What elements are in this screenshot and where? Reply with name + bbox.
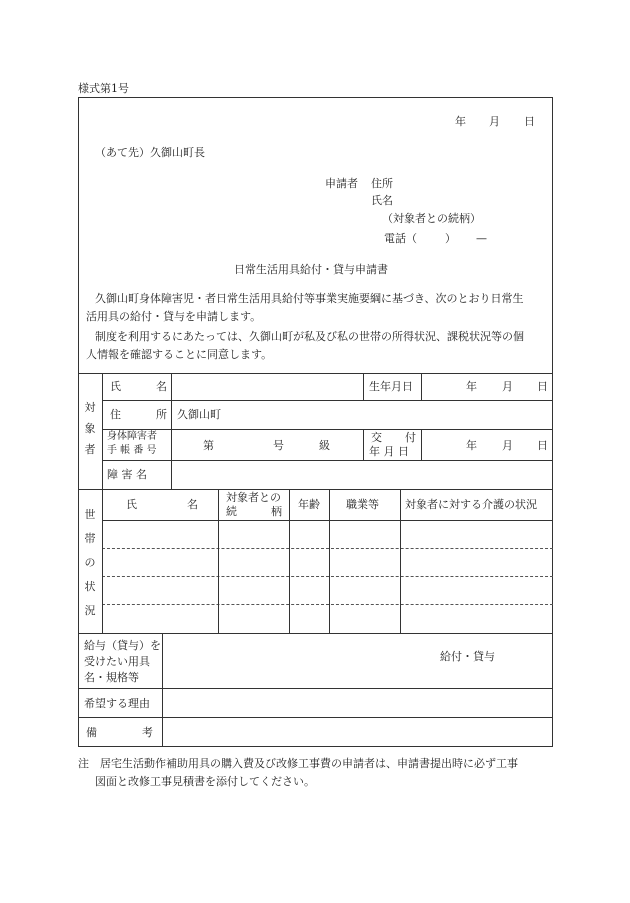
divider-household-age: [289, 489, 290, 633]
issue-label-1b: 付: [405, 431, 416, 444]
handbook-grade: 級: [319, 439, 330, 452]
reason-label: 希望する理由: [84, 697, 150, 710]
divider-subject-row1: [102, 400, 553, 401]
remarks-label-1: 備: [86, 726, 97, 739]
applicant-address-label: 住所: [371, 177, 393, 190]
note-line1: 注 居宅生活動作補助用具の購入費及び改修工事費の申請者は、申請書提出時に必ず工事: [78, 757, 518, 770]
issue-day-label: 日: [537, 439, 548, 452]
divider-household-occupation: [329, 489, 330, 633]
equipment-label-line3: 名・規格等: [84, 671, 139, 684]
divider-household-dashed1: [102, 548, 553, 549]
divider-section-label: [102, 373, 103, 633]
divider-lower-label-col: [162, 633, 163, 747]
body-paragraph1-line2: 活用具の給付・貸与を申請します。: [86, 310, 262, 323]
divider-issue-col: [363, 429, 364, 460]
household-col-care: 対象者に対する介護の状況: [405, 498, 537, 511]
subject-address-label-1: 住: [110, 408, 121, 421]
birth-day-label: 日: [537, 380, 548, 393]
divider-household-care: [400, 489, 401, 633]
remarks-label-2: 考: [142, 726, 153, 739]
household-col-occupation: 職業等: [346, 498, 379, 511]
subject-address-value: 久御山町: [177, 408, 221, 421]
issue-month-label: 月: [502, 439, 513, 452]
divider-subject-label-col: [171, 373, 172, 489]
handbook-label-line1: 身体障害者: [107, 431, 157, 442]
household-col-relation-2a: 続: [226, 505, 237, 518]
household-col-relation-line1: 対象者との: [226, 491, 281, 504]
divider-subject-row3: [102, 460, 553, 461]
divider-reason-top: [78, 688, 553, 689]
divider-household-relation: [218, 489, 219, 633]
divider-issue-value-col: [421, 429, 422, 460]
divider-household-header: [102, 520, 553, 521]
issue-label-1a: 交: [371, 431, 382, 444]
divider-household-dashed2: [102, 576, 553, 577]
household-col-age: 年齢: [298, 498, 320, 511]
date-month-label: 月: [489, 115, 500, 128]
date-day-label: 日: [524, 115, 535, 128]
household-col-name-1: 氏: [126, 498, 137, 511]
disability-label: 障 害 名: [107, 468, 147, 481]
handbook-no-prefix: 第: [203, 439, 214, 452]
divider-birth-col: [363, 373, 364, 400]
divider-subject-row2: [102, 429, 553, 430]
subject-section-label: 対 象 者: [84, 401, 96, 456]
birthdate-label: 生年月日: [369, 380, 413, 393]
household-col-relation-2b: 柄: [271, 505, 282, 518]
divider-birth-value-col: [421, 373, 422, 400]
birth-month-label: 月: [502, 380, 513, 393]
date-year-label: 年: [455, 115, 466, 128]
household-section-label: 世 帯 の 状 況: [84, 508, 96, 617]
body-paragraph2-line1: 制度を利用するにあたっては、久御山町が私及び私の世帯の所得状況、課税状況等の個: [95, 330, 524, 343]
divider-equipment-top: [78, 633, 553, 634]
divider-household-top: [78, 489, 553, 490]
issue-label-line2: 年 月 日: [369, 445, 409, 458]
applicant-name-label: 氏名: [371, 194, 393, 207]
handbook-no-suffix: 号: [273, 439, 284, 452]
divider-remarks-top: [78, 717, 553, 718]
relation-label: （対象者との続柄）: [382, 212, 481, 225]
body-paragraph1-line1: 久御山町身体障害児・者日常生活用具給付等事業実施要綱に基づき、次のとおり日常生: [95, 292, 524, 305]
phone-close: ）: [445, 232, 456, 245]
birth-year-label: 年: [466, 380, 477, 393]
divider-household-dashed3: [102, 604, 553, 605]
equipment-label-line1: 給与（貸与）を: [84, 639, 161, 652]
form-title: 日常生活用具給付・貸与申請書: [234, 263, 388, 276]
subject-name-label-1: 氏: [110, 380, 121, 393]
body-paragraph2-line2: 人情報を確認することに同意します。: [86, 348, 273, 361]
household-col-name-2: 名: [187, 498, 198, 511]
subject-address-label-2: 所: [156, 408, 167, 421]
applicant-label: 申請者: [325, 177, 358, 190]
handbook-label-line2: 手 帳 番 号: [107, 445, 157, 456]
equipment-type-value: 給付・貸与: [440, 650, 495, 663]
form-number: 様式第1号: [78, 82, 129, 95]
phone-dash: —: [476, 232, 487, 245]
divider-subject-top: [78, 373, 553, 374]
note-line2: 図面と改修工事見積書を添付してください。: [95, 775, 315, 788]
issue-year-label: 年: [466, 439, 477, 452]
equipment-label-line2: 受けたい用具: [84, 655, 150, 668]
phone-label: 電話（: [384, 232, 417, 245]
addressee: （あて先）久御山町長: [95, 146, 205, 159]
subject-name-label-2: 名: [156, 380, 167, 393]
